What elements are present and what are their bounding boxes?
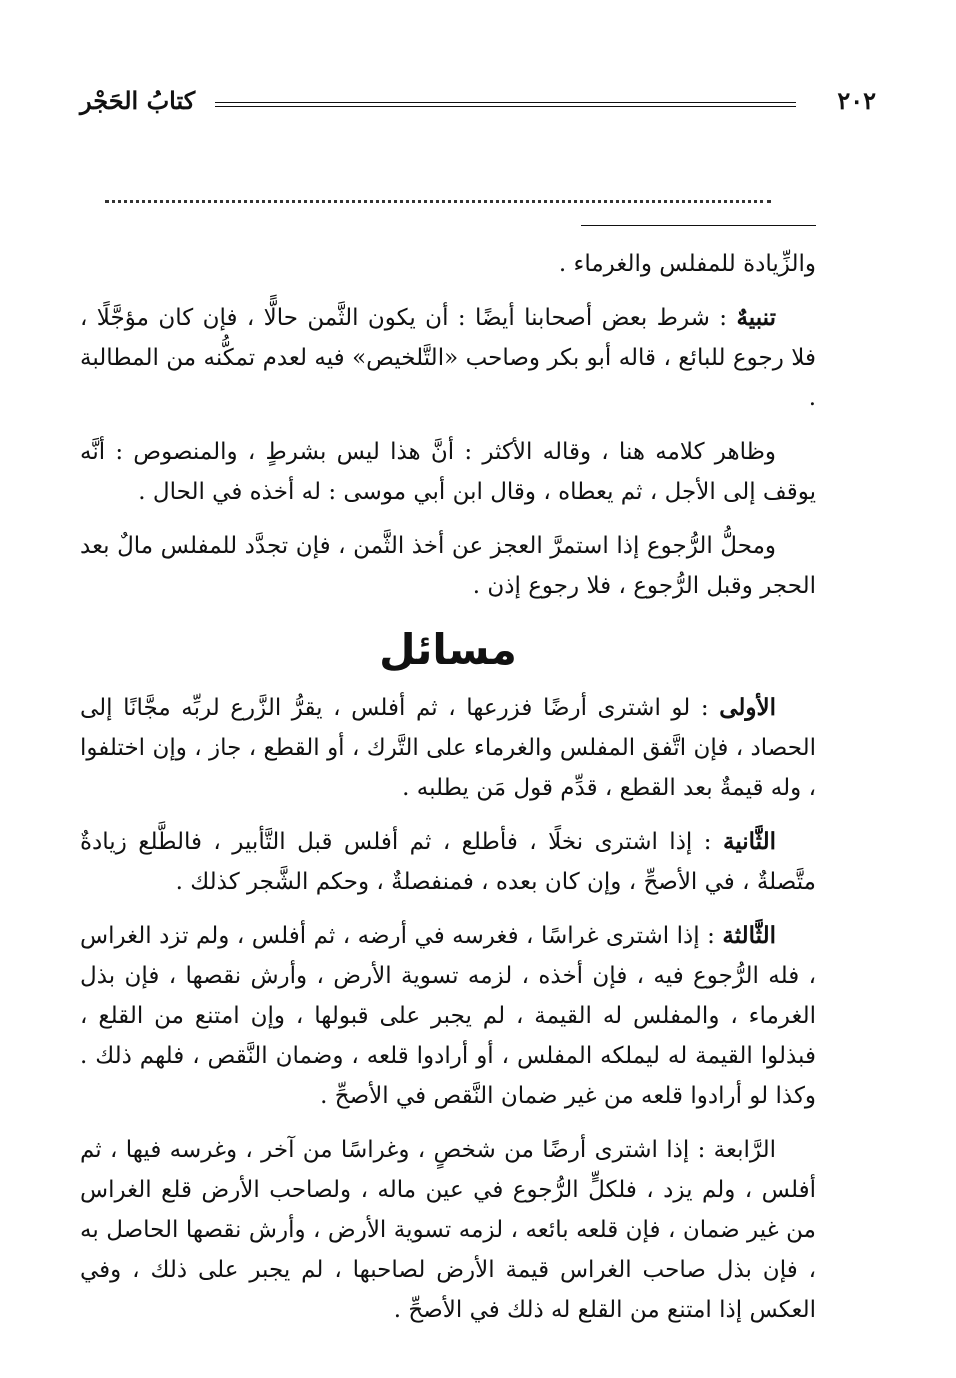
masala-2-text: : إذا اشترى نخلًا ، فأطلع ، ثم أفلس قبل التَّأبير ، فالطَّلع زيادةٌ متَّصلةٌ ، في الأصحِّ ، وإن كان بعده ، فمنفصلةٌ ، وحكم الشَّجر كذلك . (80, 829, 816, 895)
page-number: ٢٠٢ (837, 86, 876, 115)
running-title: كتابُ الحَجْر (80, 86, 196, 115)
paragraph-3: وظاهر كلامه هنا ، وقاله الأكثر : أنَّ هذا ليس بشرطٍ ، والمنصوص : أنَّه يوقف إلى الأجل ، ثم يعطاه ، وقال ابن أبي موسى : له أخذه في الحال . (80, 439, 816, 505)
paragraph-2 (80, 298, 816, 418)
masala-4: الرَّابعة : إذا اشترى أرضًا من شخصٍ ، وغراسًا من آخر ، وغرسه فيها ، ثم أفلس ، ولم يزد ، فلكلٍّ الرُّجوع في عين ماله ، ولصاحب الأرض قلع الغراس من غير ضمان ، فإن قلعه بائعه ، لزمه تسوية الأرض ، وأرش نقصها الحاصل به ، فإن بذل صاحب الغراس قيمة الأرض لصاحبها ، لم يجبر على ذلك ، وفي العكس إذا امتنع من القلع له ذلك في الأصحِّ . (80, 1137, 816, 1323)
text-body (80, 244, 816, 1344)
masala-1 (80, 688, 816, 808)
masala-2-lead: الثَّانية (722, 828, 777, 855)
separator-rule (581, 225, 816, 226)
section-title: مسائل (379, 625, 517, 674)
page-header (80, 86, 876, 126)
masala-3 (80, 916, 816, 1116)
paragraph-1: والزِّيادة للمفلس والغرماء . (558, 251, 816, 277)
masala-1-lead: الأولى (719, 694, 776, 721)
paragraph-4: ومحلُّ الرُّجوع إذا استمرَّ العجز عن أخذ الثَّمن ، فإن تجدَّد للمفلس مالٌ بعد الحجر وقبل الرُّجوع ، فلا رجوع إذن . (80, 533, 816, 599)
masala-1-text: : لو اشترى أرضًا فزرعها ، ثم أفلس ، يقرُّ الزَّرع لربِّه مجَّانًا إلى الحصاد ، فإن اتَّفق المفلس والغرماء على التَّرك ، أو القطع ، جاز ، وإن اختلفوا ، وله قيمةٌ بعد القطع ، قدِّم قول مَن يطلبه . (80, 695, 817, 801)
paragraph-2-text: : شرط بعض أصحابنا أيضًا : أن يكون الثَّمن حالًّا ، فإن كان مؤجَّلًا ، فلا رجوع للبائع ، قاله أبو بكر وصاحب «التَّلخيص» فيه لعدم تمكُّنه من المطالبة . (80, 305, 816, 411)
header-rule (215, 102, 796, 107)
masala-3-text: : إذا اشترى غراسًا ، فغرسه في أرضه ، ثم أفلس ، ولم تزد الغراس ، فله الرُّجوع فيه ، فإن أخذه ، لزمه تسوية الأرض ، وأرش نقصها ، فإن بذل الغرماء ، والمفلس له القيمة ، لم يجبر على قبولها ، وإن امتنع من القلع ، فبذلوا القيمة له ليملكه المفلس ، أو أرادوا قلعه ، وضمان النَّقص ، فلهم ذلك . وكذا لو أرادوا قلعه من غير ضمان النَّقص في الأصحِّ . (80, 923, 816, 1109)
tanbih-lead: تنبيهٌ (736, 304, 776, 331)
masala-3-lead: الثَّالثة (722, 922, 777, 949)
masala-2 (80, 822, 816, 902)
omission-dotted-line (105, 186, 771, 203)
